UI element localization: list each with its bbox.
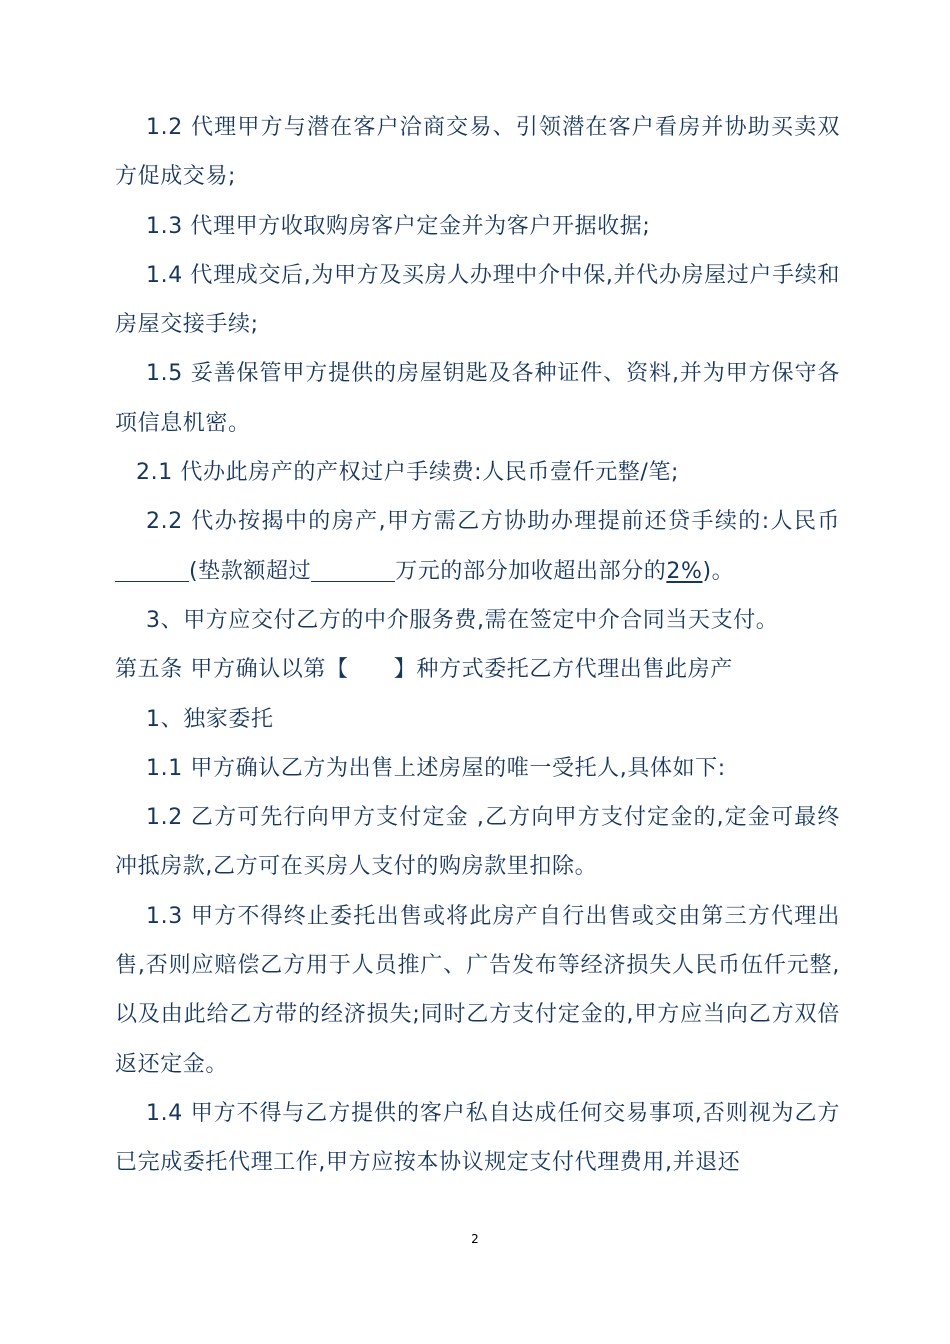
- paragraph-2-1: 2.1 代办此房产的产权过户手续费:人民币壹仟元整/笔;: [136, 460, 680, 486]
- paragraph-2-2-text-d: )。: [702, 558, 735, 584]
- article-5-heading: 第五条 甲方确认以第【 】种方式委托乙方代理出售此房产: [115, 657, 733, 683]
- surcharge-percent: 2%: [666, 558, 703, 584]
- paragraph-1-3-termination: 1.3 甲方不得终止委托出售或将此房产自行出售或交由第三方代理出售,否则应赔偿乙方用于人员推广、广告发布等经济损失人民币伍仟元整,以及由此给乙方带的经济损失;同时乙方支付定金的,甲方应当向乙方双倍返还定金。: [115, 903, 840, 1077]
- paragraph-2-2: [115, 497, 840, 596]
- amount-blank: [115, 559, 189, 582]
- paragraph-2-2-text-b: (垫款额超过: [189, 558, 312, 584]
- paragraph-1-2: 1.2 代理甲方与潜在客户洽商交易、引领潜在客户看房并协助买卖双方促成交易;: [115, 115, 840, 190]
- page-number: 2: [471, 1232, 479, 1246]
- paragraph-1-1: 1.1 甲方确认乙方为出售上述房屋的唯一受托人,具体如下:: [146, 755, 726, 781]
- paragraph-1-5: 1.5 妥善保管甲方提供的房屋钥匙及各种证件、资料,并为甲方保守各项信息机密。: [115, 361, 840, 436]
- paragraph-1-4: 1.4 代理成交后,为甲方及买房人办理中介中保,并代办房屋过户手续和房屋交接手续;: [115, 262, 840, 338]
- paragraph-exclusive-heading: 1、独家委托: [146, 706, 274, 732]
- paragraph-1-4-private-deal: 1.4 甲方不得与乙方提供的客户私自达成任何交易事项,否则视为乙方已完成委托代理工作,甲方应按本协议规定支付代理费用,并退还: [115, 1100, 840, 1176]
- document-body: [115, 103, 840, 1188]
- paragraph-1-3: 1.3 代理甲方收取购房客户定金并为客户开据收据;: [146, 213, 651, 239]
- paragraph-2-2-text-a: 2.2 代办按揭中的房产,甲方需乙方协助办理提前还贷手续的:人民币: [146, 509, 840, 535]
- threshold-blank: [311, 559, 395, 582]
- paragraph-1-2-deposit: 1.2 乙方可先行向甲方支付定金 ,乙方向甲方支付定金的,定金可最终冲抵房款,乙方可在买房人支付的购房款里扣除。: [115, 805, 840, 880]
- paragraph-3: 3、甲方应交付乙方的中介服务费,需在签定中介合同当天支付。: [146, 607, 779, 633]
- paragraph-2-2-text-c: 万元的部分加收超出部分的: [395, 558, 667, 584]
